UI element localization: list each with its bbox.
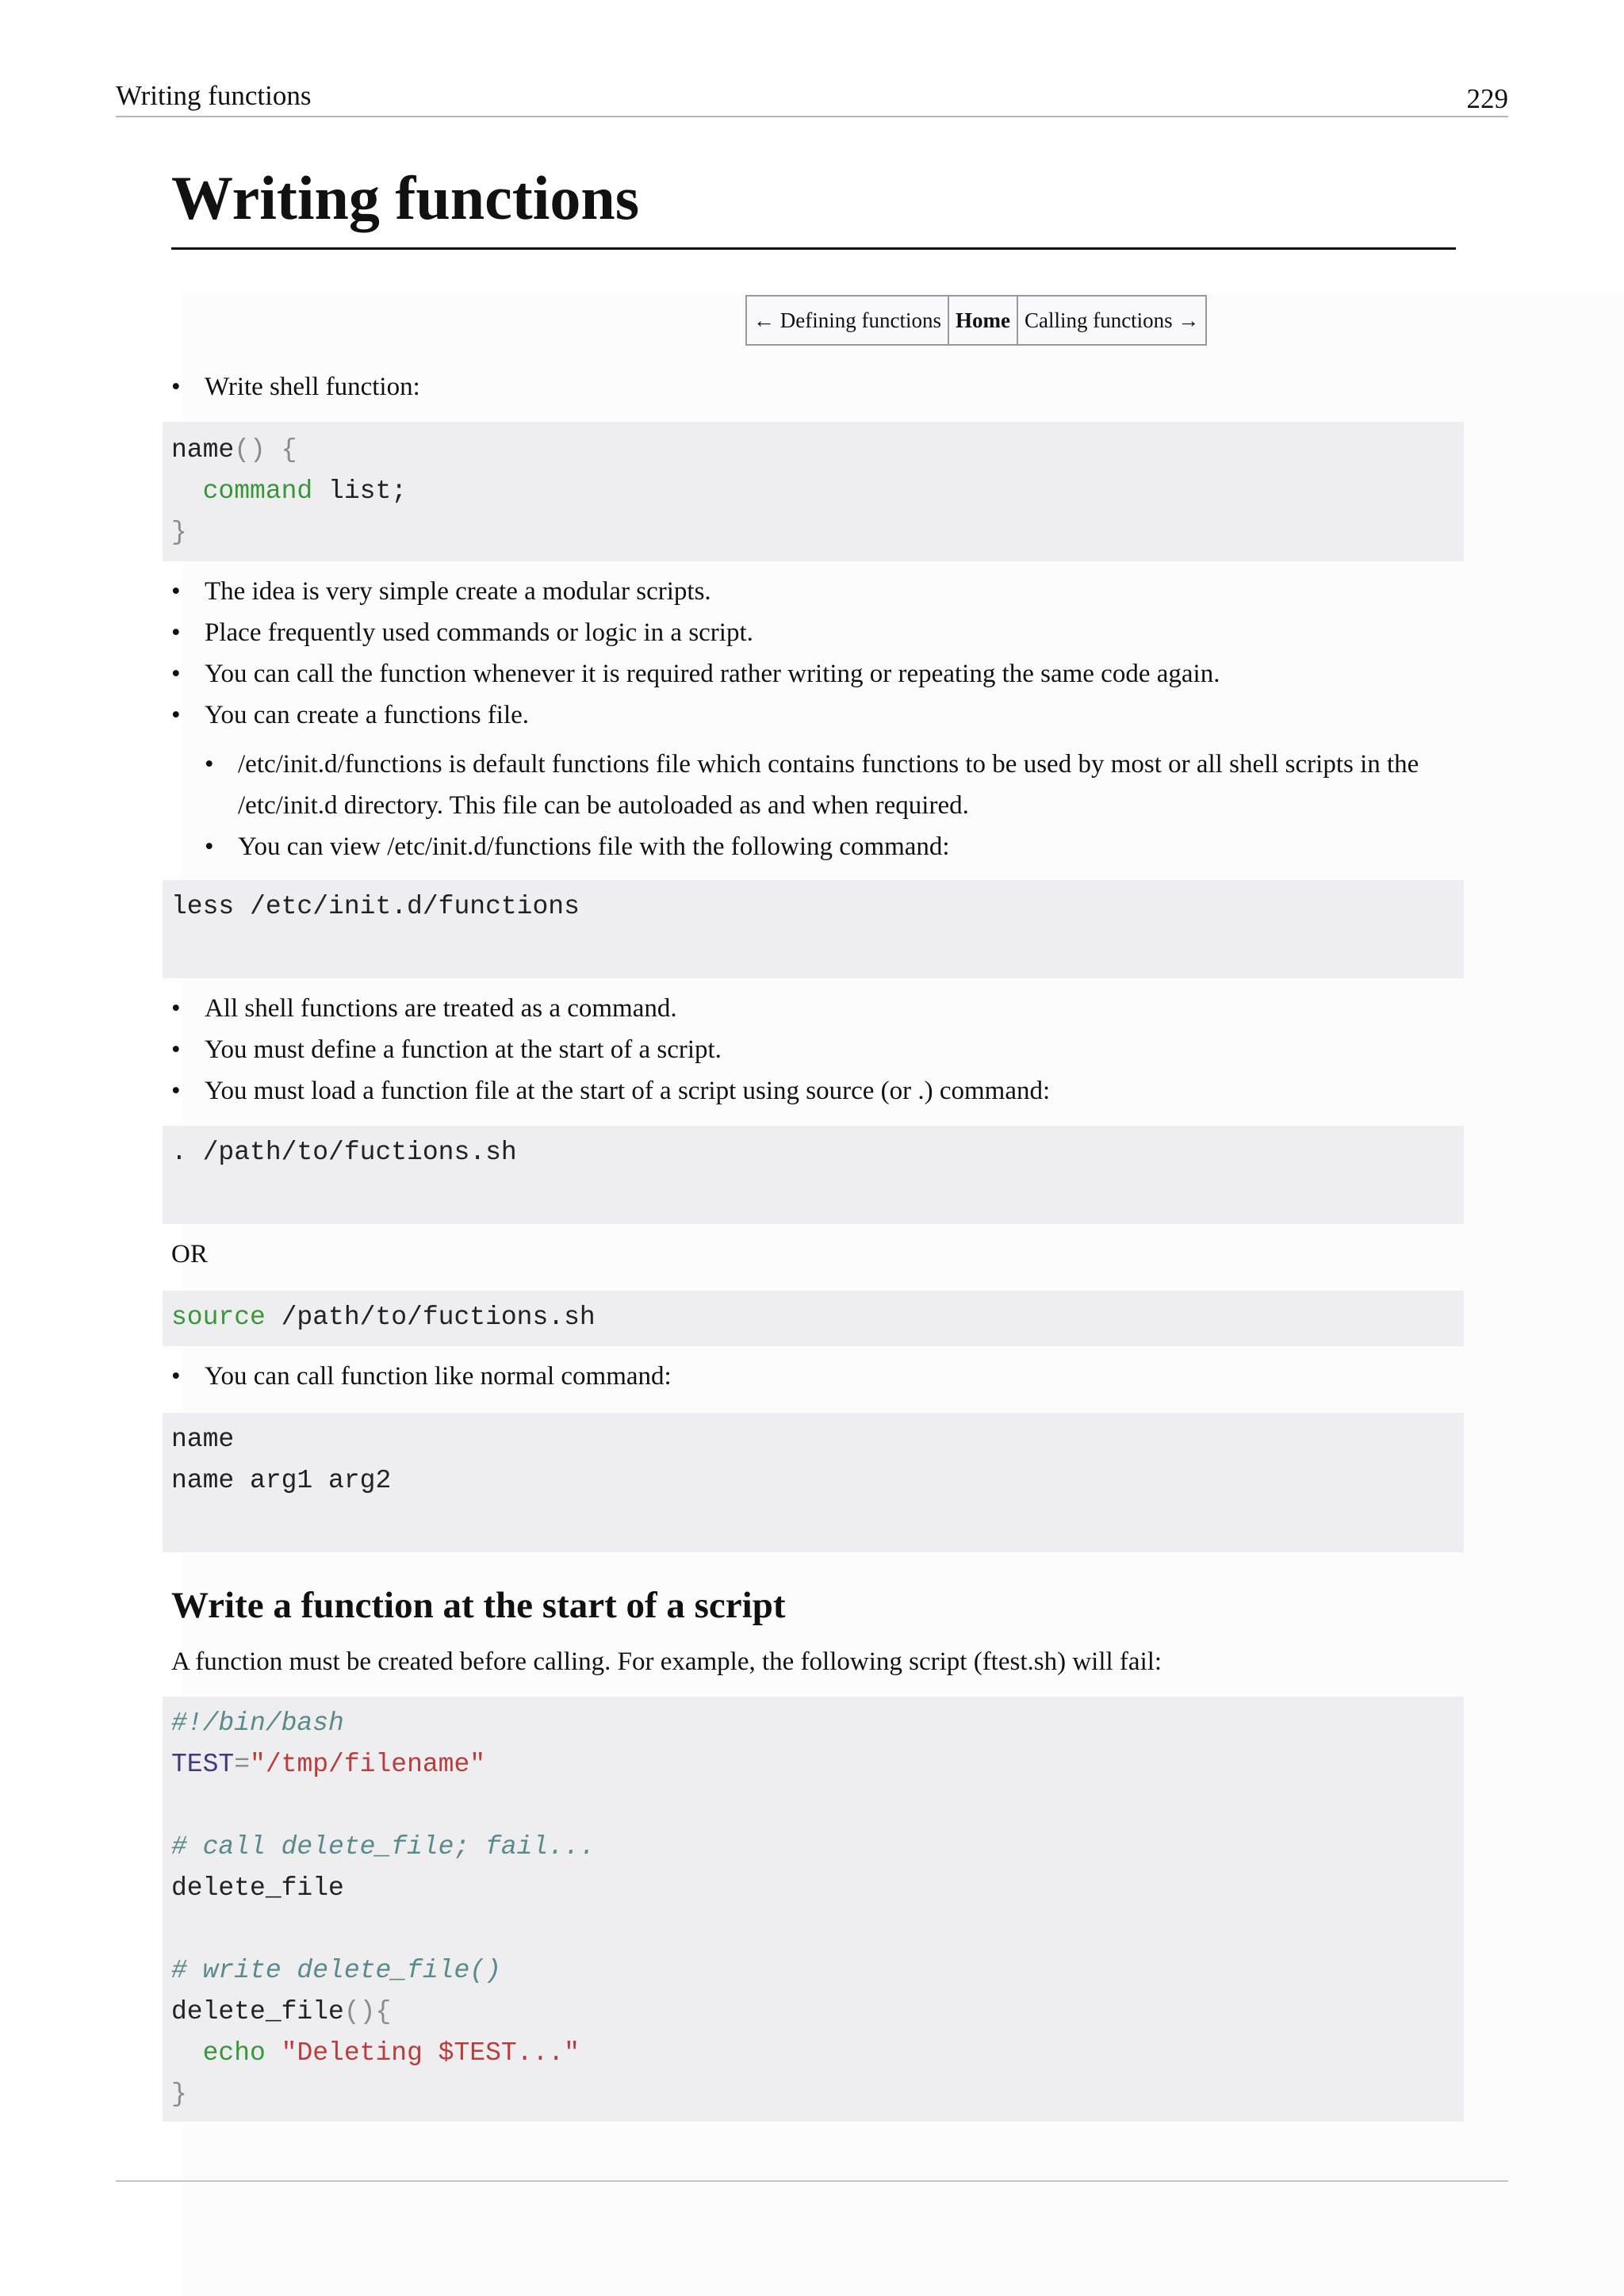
- code-keyword: command: [202, 476, 313, 506]
- code-token: delete_file: [171, 1997, 344, 2026]
- code-block-dot-source: [163, 1126, 1464, 1224]
- bullet-icon: •: [171, 1077, 181, 1105]
- code-token: (){: [343, 1997, 392, 2026]
- code-comment: # write delete_file(): [171, 1956, 501, 1985]
- bullet-icon: •: [171, 577, 181, 606]
- code-token: name: [171, 435, 235, 465]
- running-header: [116, 79, 1508, 117]
- list-item-text: You must define a function at the start of a script.: [205, 1035, 722, 1064]
- or-text: OR: [171, 1240, 208, 1269]
- footer-rule: [116, 2180, 1508, 2182]
- bullet-icon: •: [171, 618, 181, 647]
- running-title: Writing functions: [116, 80, 312, 111]
- bullet-icon: •: [171, 660, 181, 688]
- list-item-text: You can call function like normal command:: [205, 1362, 672, 1391]
- section-paragraph: A function must be created before calling. For example, the following script (ftest.sh) will fail:: [171, 1647, 1162, 1676]
- list-item-text: You must load a function file at the start of a script using source (or .) command:: [205, 1077, 1051, 1105]
- bullet-icon: •: [205, 750, 214, 779]
- nav-next-link[interactable]: Calling functions →: [1017, 296, 1206, 345]
- code-block-ftest-script: [163, 1697, 1464, 2122]
- page-number: 229: [1466, 83, 1508, 114]
- code-block-view-functions: [163, 880, 1464, 978]
- code-token: =: [234, 1750, 251, 1779]
- code-string: "/tmp/filename": [250, 1750, 486, 1779]
- code-line: name: [171, 1425, 235, 1454]
- section-heading: Write a function at the start of a script: [171, 1585, 786, 1626]
- code-comment: #!/bin/bash: [171, 1709, 344, 1738]
- list-item-text: You can create a functions file.: [205, 701, 530, 729]
- list-item-text: Place frequently used commands or logic in a script.: [205, 618, 753, 647]
- code-string: "Deleting $TEST...": [281, 2038, 580, 2068]
- bullet-icon: •: [171, 373, 181, 401]
- list-item-text: All shell functions are treated as a command.: [205, 994, 677, 1023]
- code-block-source: [163, 1291, 1464, 1346]
- code-block-call-function: [163, 1413, 1464, 1552]
- code-keyword: echo: [202, 2038, 266, 2068]
- list-item-text: Write shell function:: [205, 373, 420, 401]
- nav-home-link[interactable]: Home: [948, 296, 1017, 345]
- code-variable: TEST: [171, 1750, 235, 1779]
- chapter-navigation: [745, 295, 1207, 346]
- code-token: /path/to/fuctions.sh: [265, 1303, 596, 1332]
- sub-list-item: [205, 744, 1462, 826]
- bullet-icon: •: [171, 994, 181, 1023]
- list-item-text: /etc/init.d/functions is default functions file which contains functions to be used by most or all shell scripts in the /etc/init.d directory. This file can be autoloaded as and when required.: [238, 750, 1419, 820]
- code-token: list;: [312, 476, 408, 506]
- code-line: name arg1 arg2: [171, 1466, 392, 1495]
- bullet-icon: •: [171, 1362, 181, 1391]
- bullet-icon: •: [171, 701, 181, 729]
- code-token: }: [171, 2080, 187, 2109]
- list-item-text: You can call the function whenever it is required rather writing or repeating the same code again.: [205, 660, 1220, 688]
- code-token: delete_file: [171, 1873, 344, 1903]
- code-token: }: [171, 518, 187, 547]
- bullet-icon: •: [171, 1035, 181, 1064]
- nav-prev-link[interactable]: ← Defining functions: [746, 296, 948, 345]
- page-title: Writing functions: [171, 159, 1456, 250]
- code-token: () {: [234, 435, 297, 465]
- code-line: less /etc/init.d/functions: [171, 892, 580, 921]
- list-item-text: You can view /etc/init.d/functions file with the following command:: [238, 832, 950, 861]
- code-comment: # call delete_file; fail...: [171, 1832, 596, 1862]
- code-keyword: source: [171, 1303, 266, 1332]
- bullet-icon: •: [205, 832, 214, 861]
- list-item-text: The idea is very simple create a modular scripts.: [205, 577, 711, 606]
- code-block-function-syntax: [163, 422, 1464, 561]
- code-line: . /path/to/fuctions.sh: [171, 1138, 517, 1167]
